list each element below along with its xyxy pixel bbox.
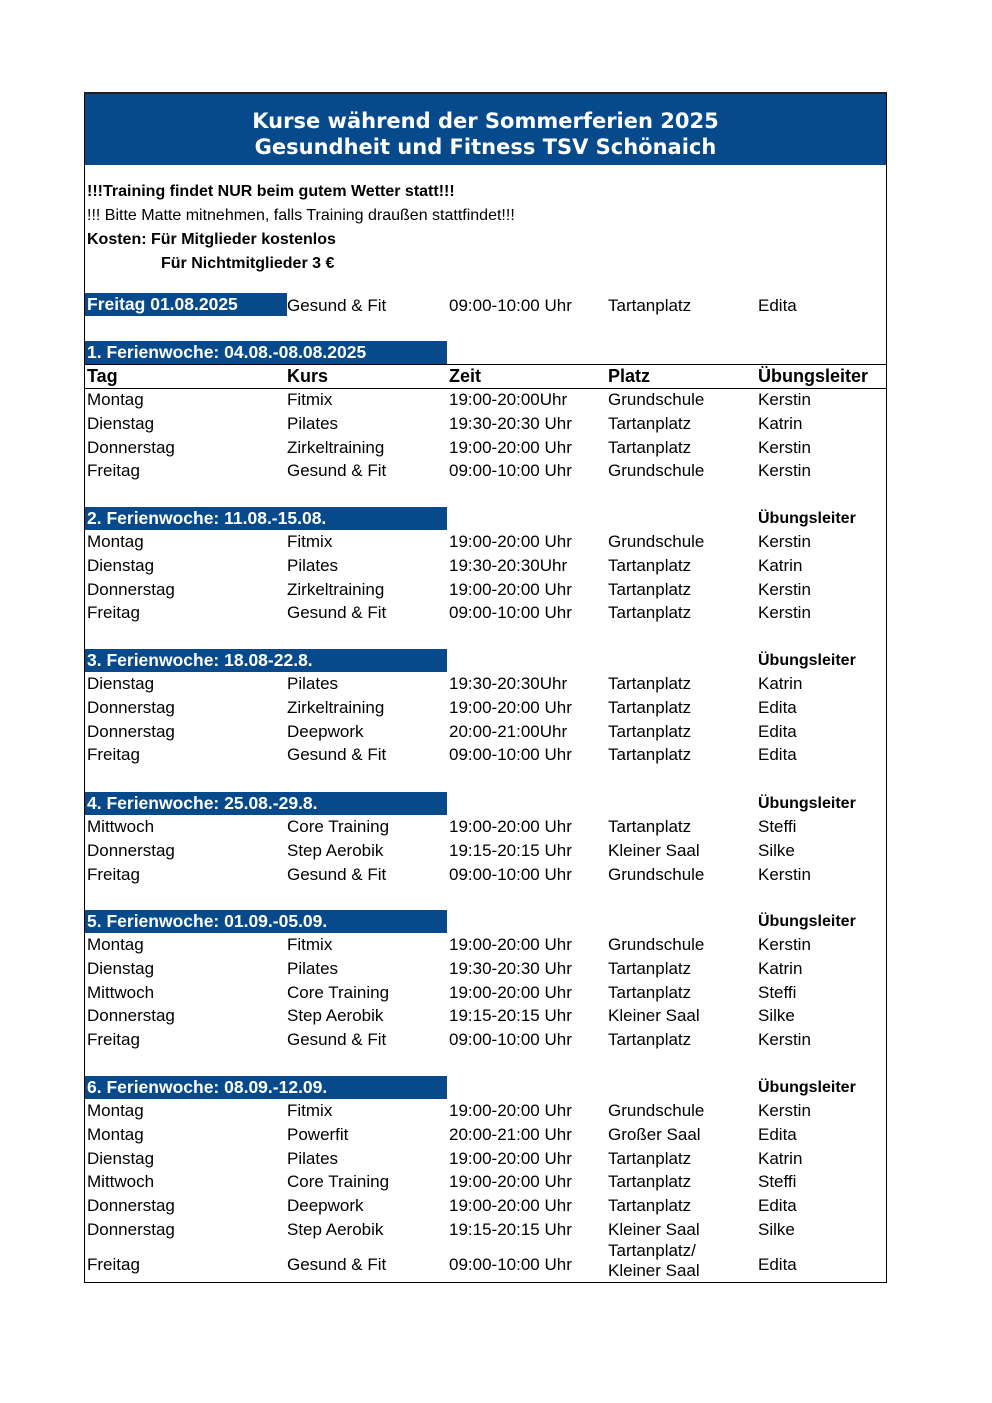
cell-tag: Donnerstag	[87, 1220, 175, 1239]
cell-tag: Freitag	[87, 1030, 140, 1050]
cell-zeit: 19:30-20:30Uhr	[449, 555, 568, 575]
cell-tag: Freitag	[87, 461, 140, 481]
cell-leiter: Edita	[758, 721, 797, 741]
cell-zeit: 19:00-20:00 Uhr	[449, 532, 572, 551]
cell-zeit: 19:30-20:30 Uhr	[449, 413, 572, 433]
cell-zeit: 09:00-10:00 Uhr	[449, 1254, 572, 1274]
cell-zeit: 09:00-10:00 Uhr	[449, 461, 572, 481]
cell-kurs: Gesund & Fit	[287, 745, 387, 765]
cell-platz-line-2: Kleiner Saal	[608, 1260, 700, 1280]
cell-tag: Montag	[87, 935, 144, 954]
cell-zeit: 19:15-20:15 Uhr	[449, 1006, 572, 1026]
cell-zeit: 19:30-20:30Uhr	[449, 674, 568, 693]
cell-platz: Tartanplatz	[608, 1148, 692, 1168]
cell-platz: Tartanplatz	[608, 958, 692, 978]
cell-tag: Dienstag	[87, 958, 155, 978]
cell-leiter: Kerstin	[758, 461, 811, 481]
cell-leiter: Kerstin	[758, 579, 811, 599]
cell-kurs: Gesund & Fit	[287, 864, 387, 884]
cell-tag: Donnerstag	[87, 1196, 175, 1216]
cell-leiter: Kerstin	[758, 1101, 811, 1120]
cell-platz: Grundschule	[608, 864, 705, 884]
cell-platz: Tartanplatz	[608, 437, 692, 457]
cell-leiter: Kerstin	[758, 437, 811, 457]
cell-platz: Kleiner Saal	[608, 1220, 700, 1239]
cell-platz: Tartanplatz	[608, 674, 692, 693]
week-leiter-header: Übungsleiter	[758, 1079, 856, 1096]
cell-leiter: Silke	[758, 1006, 795, 1026]
cell-zeit: 19:30-20:30 Uhr	[449, 958, 572, 978]
cell-tag: Montag	[87, 1101, 144, 1120]
cell-kurs: Step Aerobik	[287, 1006, 384, 1026]
cell-platz: Kleiner Saal	[608, 840, 700, 860]
cell-tag: Montag	[87, 532, 144, 551]
cell-tag: Donnerstag	[87, 579, 175, 599]
cell-tag: Donnerstag	[87, 437, 175, 457]
cell-leiter: Steffi	[758, 1172, 797, 1192]
cell-kurs: Deepwork	[287, 721, 364, 741]
cell-kurs: Gesund & Fit	[287, 1030, 387, 1050]
friday-special-label: Freitag 01.08.2025	[85, 293, 287, 316]
cell-kurs: Step Aerobik	[287, 1220, 384, 1239]
cell-zeit: 09:00-10:00 Uhr	[449, 1030, 572, 1050]
cell-platz: Tartanplatz	[608, 603, 692, 623]
costs-members: Kosten: Für Mitglieder kostenlos	[87, 231, 336, 248]
cell-zeit: 19:00-20:00 Uhr	[449, 437, 572, 457]
column-header-kurs: Kurs	[287, 366, 329, 386]
cell-tag: Donnerstag	[87, 840, 175, 860]
cell-leiter: Silke	[758, 1220, 795, 1239]
cell-tag: Dienstag	[87, 413, 155, 433]
friday-special-trainer: Edita	[758, 296, 797, 315]
cell-kurs: Fitmix	[287, 390, 333, 409]
cell-kurs: Zirkeltraining	[287, 579, 385, 599]
cell-platz: Großer Saal	[608, 1124, 701, 1144]
cell-leiter: Kerstin	[758, 603, 811, 623]
cell-tag: Dienstag	[87, 674, 155, 693]
cell-kurs: Gesund & Fit	[287, 603, 387, 623]
cell-tag: Montag	[87, 390, 144, 409]
cell-kurs: Zirkeltraining	[287, 437, 385, 457]
cell-leiter: Edita	[758, 697, 797, 717]
week-header: 6. Ferienwoche: 08.09.-12.09.	[85, 1076, 447, 1099]
cell-tag: Mittwoch	[87, 1172, 155, 1192]
cell-kurs: Gesund & Fit	[287, 461, 387, 481]
cell-platz: Tartanplatz	[608, 721, 692, 741]
cell-platz: Tartanplatz	[608, 1196, 692, 1216]
cell-platz	[608, 1241, 700, 1281]
cell-leiter: Silke	[758, 840, 795, 860]
week-leiter-header: Übungsleiter	[758, 652, 856, 669]
cell-leiter: Katrin	[758, 674, 803, 693]
cell-platz: Grundschule	[608, 1101, 705, 1120]
cell-kurs: Deepwork	[287, 1196, 364, 1216]
cell-platz: Tartanplatz	[608, 1030, 692, 1050]
friday-special-place: Tartanplatz	[608, 296, 692, 315]
cell-kurs: Fitmix	[287, 1101, 333, 1120]
weather-notice: !!!Training findet NUR beim gutem Wetter statt!!!	[87, 183, 455, 200]
column-header-platz: Platz	[608, 366, 651, 386]
cell-kurs: Pilates	[287, 1148, 339, 1168]
cell-zeit: 19:00-20:00 Uhr	[449, 817, 572, 836]
cell-tag: Freitag	[87, 1254, 140, 1274]
cell-leiter: Katrin	[758, 555, 803, 575]
week-header: 2. Ferienwoche: 11.08.-15.08.	[85, 507, 447, 530]
title-line-2: Gesundheit und Fitness TSV Schönaich	[254, 135, 717, 159]
cell-leiter: Kerstin	[758, 935, 811, 954]
schedule-sheet	[84, 93, 887, 1283]
cell-leiter: Katrin	[758, 413, 803, 433]
cell-tag: Freitag	[87, 745, 140, 765]
cell-platz: Grundschule	[608, 532, 705, 551]
cell-platz-line-1: Tartanplatz/	[608, 1240, 696, 1260]
cell-platz: Grundschule	[608, 935, 705, 954]
cell-kurs: Fitmix	[287, 532, 333, 551]
cell-leiter: Katrin	[758, 958, 803, 978]
cell-kurs: Core Training	[287, 982, 390, 1002]
cell-platz: Tartanplatz	[608, 982, 692, 1002]
cell-platz: Grundschule	[608, 390, 705, 409]
cell-zeit: 09:00-10:00 Uhr	[449, 864, 572, 884]
cell-zeit: 20:00-21:00 Uhr	[449, 1124, 572, 1144]
cell-leiter: Kerstin	[758, 864, 811, 884]
column-header-zeit: Zeit	[449, 366, 482, 386]
cell-kurs: Fitmix	[287, 935, 333, 954]
cell-platz: Tartanplatz	[608, 745, 692, 765]
cell-zeit: 19:00-20:00 Uhr	[449, 1148, 572, 1168]
cell-tag: Donnerstag	[87, 1006, 175, 1026]
cell-tag: Freitag	[87, 603, 140, 623]
title-line-1: Kurse während der Sommerferien 2025	[252, 109, 719, 133]
column-header-tag: Tag	[87, 366, 118, 386]
cell-zeit: 19:00-20:00 Uhr	[449, 935, 572, 954]
cell-platz: Grundschule	[608, 461, 705, 481]
week-header: 1. Ferienwoche: 04.08.-08.08.2025	[85, 341, 447, 364]
cell-zeit: 19:00-20:00 Uhr	[449, 1172, 572, 1192]
title-banner	[85, 94, 886, 165]
cell-leiter: Edita	[758, 745, 797, 765]
week-header: 3. Ferienwoche: 18.08-22.8.	[85, 649, 447, 672]
cell-zeit: 19:00-20:00 Uhr	[449, 579, 572, 599]
cell-zeit: 19:15-20:15 Uhr	[449, 840, 572, 860]
friday-special-time: 09:00-10:00 Uhr	[449, 296, 572, 315]
week-leiter-header: Übungsleiter	[758, 913, 856, 930]
cell-tag: Donnerstag	[87, 697, 175, 717]
cell-leiter: Steffi	[758, 982, 797, 1002]
week-leiter-header: Übungsleiter	[758, 510, 856, 527]
cell-leiter: Katrin	[758, 1148, 803, 1168]
cell-zeit: 19:00-20:00 Uhr	[449, 697, 572, 717]
cell-zeit: 19:00-20:00 Uhr	[449, 1101, 572, 1120]
cell-zeit: 20:00-21:00Uhr	[449, 721, 568, 741]
cell-platz: Tartanplatz	[608, 555, 692, 575]
cell-platz: Tartanplatz	[608, 1172, 692, 1192]
cell-kurs: Core Training	[287, 1172, 390, 1192]
cell-leiter: Steffi	[758, 817, 797, 836]
cell-tag: Dienstag	[87, 1148, 155, 1168]
cell-zeit: 09:00-10:00 Uhr	[449, 745, 572, 765]
week-header: 4. Ferienwoche: 25.08.-29.8.	[85, 792, 447, 815]
cell-kurs: Step Aerobik	[287, 840, 384, 860]
cell-kurs: Powerfit	[287, 1124, 349, 1144]
cell-kurs: Gesund & Fit	[287, 1254, 387, 1274]
cell-kurs: Pilates	[287, 413, 339, 433]
cell-platz: Tartanplatz	[608, 817, 692, 836]
cell-leiter: Edita	[758, 1196, 797, 1216]
cell-platz: Tartanplatz	[608, 413, 692, 433]
cell-tag: Donnerstag	[87, 721, 175, 741]
cell-kurs: Zirkeltraining	[287, 697, 385, 717]
cell-kurs: Pilates	[287, 958, 339, 978]
cell-tag: Montag	[87, 1124, 144, 1144]
column-header-leiter: Übungsleiter	[758, 366, 869, 386]
cell-tag: Freitag	[87, 864, 140, 884]
cell-leiter: Edita	[758, 1124, 797, 1144]
cell-kurs: Pilates	[287, 555, 339, 575]
friday-special-course: Gesund & Fit	[287, 296, 387, 315]
cell-tag: Mittwoch	[87, 982, 155, 1002]
cell-platz: Kleiner Saal	[608, 1006, 700, 1026]
cell-leiter: Edita	[758, 1254, 797, 1274]
cell-tag: Mittwoch	[87, 817, 155, 836]
cell-zeit: 09:00-10:00 Uhr	[449, 603, 572, 623]
cell-kurs: Pilates	[287, 674, 339, 693]
cell-leiter: Kerstin	[758, 532, 811, 551]
week-header: 5. Ferienwoche: 01.09.-05.09.	[85, 910, 447, 933]
cell-platz: Tartanplatz	[608, 697, 692, 717]
cell-kurs: Core Training	[287, 817, 390, 836]
cell-platz: Tartanplatz	[608, 579, 692, 599]
costs-nonmembers: Für Nichtmitglieder 3 €	[161, 255, 335, 272]
cell-zeit: 19:00-20:00 Uhr	[449, 982, 572, 1002]
mat-notice: !!! Bitte Matte mitnehmen, falls Training draußen stattfindet!!!	[87, 207, 515, 224]
cell-zeit: 19:15-20:15 Uhr	[449, 1220, 572, 1239]
cell-zeit: 19:00-20:00 Uhr	[449, 1196, 572, 1216]
cell-zeit: 19:00-20:00Uhr	[449, 390, 568, 409]
week-leiter-header: Übungsleiter	[758, 795, 856, 812]
cell-tag: Dienstag	[87, 555, 155, 575]
cell-leiter: Kerstin	[758, 390, 811, 409]
cell-leiter: Kerstin	[758, 1030, 811, 1050]
